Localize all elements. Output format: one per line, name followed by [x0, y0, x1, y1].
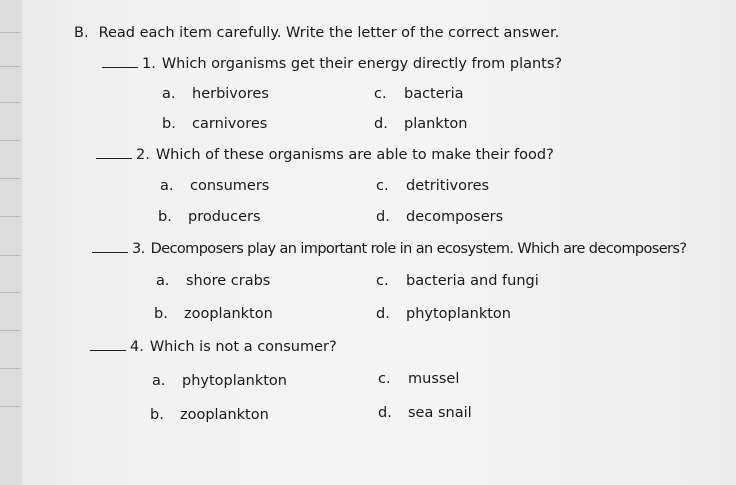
- answer-blank[interactable]: [102, 66, 138, 68]
- option-letter: d.: [378, 405, 392, 421]
- question-text: Which is not a consumer?: [149, 339, 337, 355]
- margin-rule: [0, 140, 20, 141]
- option-text: zooplankton: [180, 407, 269, 423]
- option-letter: c.: [378, 371, 391, 387]
- option-letter: a.: [156, 273, 170, 289]
- option-text: herbivores: [192, 86, 269, 102]
- option-4b: [150, 407, 269, 423]
- instructions-text: Read each item carefully. Write the letter of the correct answer.: [98, 25, 560, 41]
- option-letter: b.: [154, 306, 168, 322]
- margin-rule: [0, 406, 20, 407]
- option-1b: [162, 116, 267, 132]
- option-letter: d.: [374, 116, 388, 132]
- option-letter: c.: [376, 178, 389, 194]
- option-4a: [152, 373, 287, 389]
- answer-blank[interactable]: [92, 251, 128, 253]
- option-text: mussel: [408, 371, 460, 387]
- option-letter: a.: [160, 178, 174, 194]
- margin-rule: [0, 368, 20, 369]
- answer-blank[interactable]: [96, 157, 132, 159]
- option-3c: [376, 273, 539, 289]
- option-letter: d.: [376, 306, 390, 322]
- question-3: [92, 241, 686, 257]
- option-letter: b.: [162, 116, 176, 132]
- margin-rule: [0, 292, 20, 293]
- option-2a: [160, 178, 269, 194]
- option-text: carnivores: [192, 116, 268, 132]
- question-text: Which organisms get their energy directly from plants?: [161, 56, 563, 72]
- question-text: Decomposers play an important role in an ecosystem. Which are decomposers?: [150, 241, 687, 257]
- margin-rule: [0, 66, 20, 67]
- option-4c: [378, 371, 459, 387]
- margin-rule: [0, 255, 20, 256]
- option-1a: [162, 86, 269, 102]
- option-3b: [154, 306, 273, 322]
- option-3d: [376, 306, 511, 322]
- margin-rule: [0, 102, 20, 103]
- option-text: bacteria and fungi: [406, 273, 539, 289]
- option-text: consumers: [190, 178, 270, 194]
- option-text: decomposers: [406, 209, 504, 225]
- option-2c: [376, 178, 489, 194]
- option-4d: [378, 405, 472, 421]
- section-label: B.: [74, 25, 89, 41]
- margin-rule: [0, 32, 20, 33]
- option-1c: [374, 86, 464, 102]
- page-edge-strip: [0, 0, 22, 485]
- option-text: phytoplankton: [406, 306, 511, 322]
- option-letter: d.: [376, 209, 390, 225]
- option-text: shore crabs: [186, 273, 271, 289]
- option-text: producers: [188, 209, 261, 225]
- option-letter: a.: [152, 373, 166, 389]
- option-text: bacteria: [404, 86, 464, 102]
- option-3a: [156, 273, 270, 289]
- margin-rule: [0, 216, 20, 217]
- instructions: [74, 25, 559, 41]
- option-2d: [376, 209, 503, 225]
- option-letter: b.: [150, 407, 164, 423]
- option-text: plankton: [404, 116, 468, 132]
- question-2: [96, 147, 554, 163]
- margin-rule: [0, 330, 20, 331]
- question-number: 2.: [136, 147, 150, 163]
- option-1d: [374, 116, 467, 132]
- option-letter: c.: [376, 273, 389, 289]
- question-number: 3.: [132, 241, 145, 257]
- option-text: detritivores: [406, 178, 490, 194]
- option-text: zooplankton: [184, 306, 273, 322]
- option-letter: b.: [158, 209, 172, 225]
- question-number: 1.: [142, 56, 156, 72]
- option-letter: c.: [374, 86, 387, 102]
- answer-blank[interactable]: [90, 349, 126, 351]
- question-1: [102, 56, 562, 72]
- option-text: phytoplankton: [182, 373, 287, 389]
- question-number: 4.: [130, 339, 144, 355]
- option-text: sea snail: [408, 405, 472, 421]
- option-letter: a.: [162, 86, 176, 102]
- question-text: Which of these organisms are able to make their food?: [155, 147, 554, 163]
- option-2b: [158, 209, 261, 225]
- margin-rule: [0, 178, 20, 179]
- question-4: [90, 339, 337, 355]
